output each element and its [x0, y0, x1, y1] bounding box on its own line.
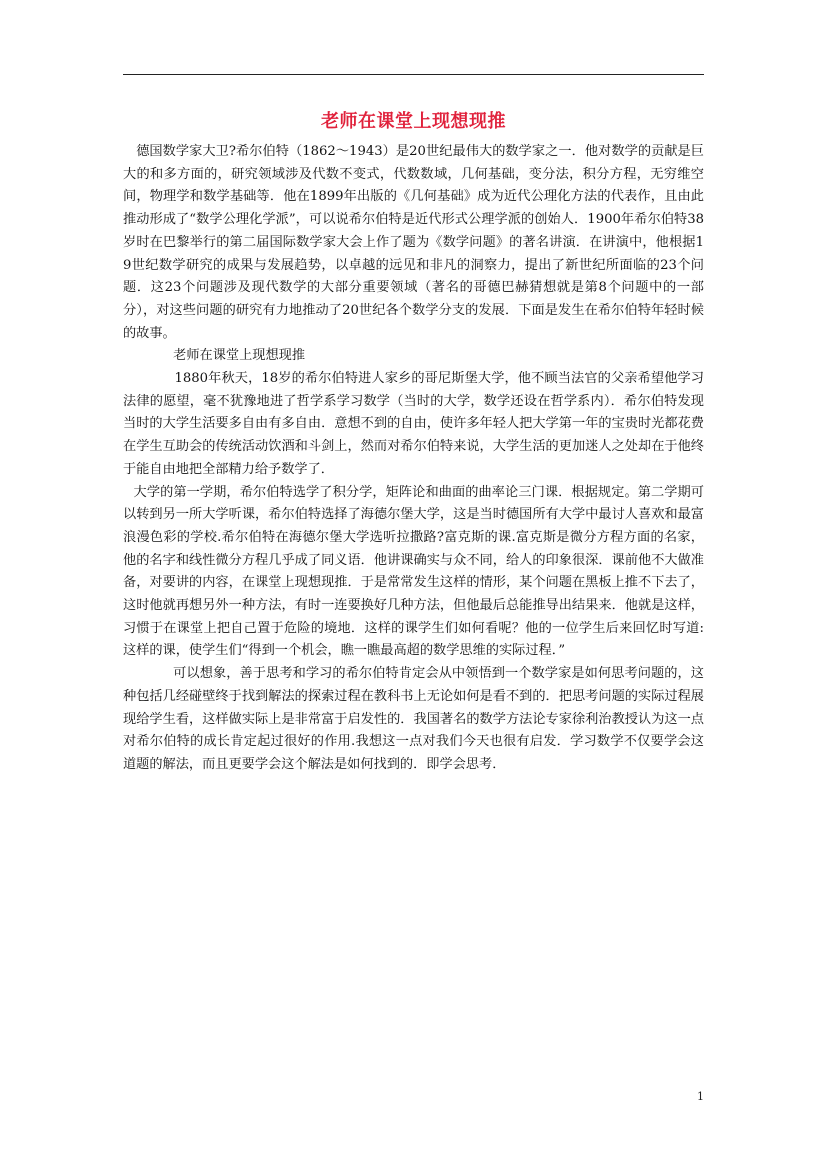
document-title: 老师在课堂上现想现推	[321, 111, 506, 132]
paragraph-reflection: 可以想象，善于思考和学习的希尔伯特肯定会从中领悟到一个数学家是如何思考问题的，这种包括几经碰壁终于找到解法的探索过程在教科书上无论如何是看不到的．把思考问题的实际过程展现给学生看，这样做实际上是非常富于启发性的．我国著名的数学方法论专家徐利治教授认为这一点对希尔伯特的成长肯定起过很好的作用.我想这一点对我们今天也很有启发．学习数学不仅要学会这道题的解法，而且更要学会这个解法是如何找到的．即学会思考．	[123, 666, 704, 772]
paragraph-university: 1880年秋天，18岁的希尔伯特进人家乡的哥尼斯堡大学，他不顾当法官的父亲希望他学习法律的愿望，毫不犹豫地进了哲学系学习数学（当时的大学，数学还设在哲学系内）．希尔伯特发现当时的大学生活要多自由有多自由．意想不到的自由，使许多年轻人把大学第一年的宝贵时光都花费在学生互助会的传统活动饮酒和斗剑上，然而对希尔伯特来说，大学生活的更加迷人之处却在于他终于能自由地把全部精力给予数学了．	[123, 371, 704, 477]
document-body	[123, 141, 704, 777]
paragraph-first-semester: 大学的第一学期，希尔伯特选学了积分学，矩阵论和曲面的曲率论三门课．根据规定。第二学期可以转到另一所大学听课，希尔伯特选择了海德尔堡大学，这是当时德国所有大学中最讨人喜欢和最富浪漫色彩的学校.希尔伯特在海德尔堡大学选听拉撒路?富克斯的课.富克斯是微分方程方面的名家，他的名字和线性微分方程几乎成了同义语．他讲课确实与众不同，给人的印象很深．课前他不大做准备，对要讲的内容，在课堂上现想现推．于是常常发生这样的情形，某个问题在黑板上推不下去了，这时他就再想另外一种方法，有时一连要换好几种方法，但他最后总能推导出结果来．他就是这样，习惯于在课堂上把自己置于危险的境地．这样的课学生们如何看呢？他的一位学生后来回忆时写道:这样的课，使学生们“得到一个机会，瞧一瞧最高超的数学思维的实际过程．”	[123, 484, 704, 659]
section-heading: 老师在课堂上现想现推	[173, 348, 306, 364]
paragraph-intro: 德国数学家大卫?希尔伯特（1862～1943）是20世纪最伟大的数学家之一．他对数学的贡献是巨大的和多方面的，研究领域涉及代数不变式，代数数域，几何基础，变分法，积分方程，无穷维空间，物理学和数学基础等．他在1899年出版的《几何基础》成为近代公理化方法的代表作，且由此推动形成了“数学公理化学派”，可以说希尔伯特是近代形式公理学派的创始人．1900年希尔伯特38岁时在巴黎举行的第二届国际数学家大会上作了题为《数学问题》的著名讲演．在讲演中，他根据19世纪数学研究的成果与发展趋势，以卓越的远见和非凡的洞察力，提出了新世纪所面临的23个问题．这23个问题涉及现代数学的大部分重要领域（著名的哥德巴赫猜想就是第8个问题中的一部分），对这些问题的研究有力地推动了20世纪各个数学分支的发展．下面是发生在希尔伯特年轻时候的故事。	[123, 144, 704, 341]
header-rule	[123, 74, 704, 75]
page-number: 1	[697, 1090, 704, 1103]
